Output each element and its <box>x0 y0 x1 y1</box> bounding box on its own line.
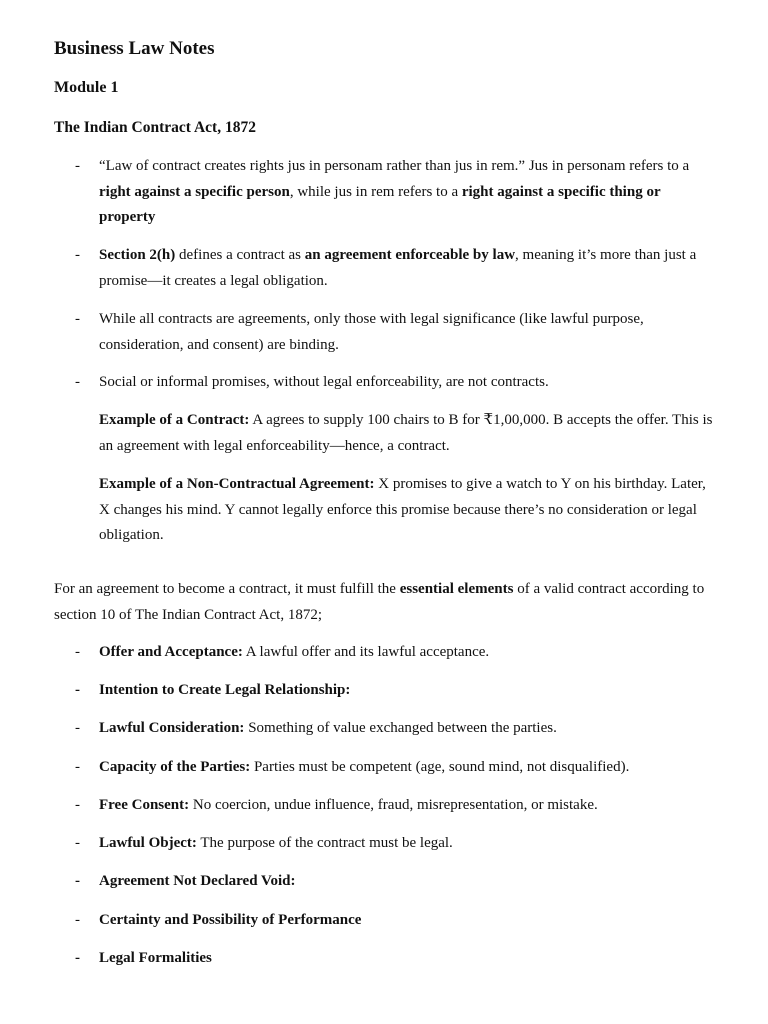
bullet-text: Intention to Create Legal Relationship: <box>99 682 351 698</box>
bullet-text: Social or informal promises, without legal enforceability, are not contracts. <box>99 374 549 390</box>
bullet-dash: - <box>75 374 80 390</box>
example-contract: Example of a Contract: A agrees to supply 100 chairs to B for ₹1,00,000. B accepts the offer. This is an agreement with legal enforceability—hence, a contract. <box>99 412 713 454</box>
bullet-dash: - <box>75 720 80 736</box>
bullet-text: Offer and Acceptance: A lawful offer and its lawful acceptance. <box>99 644 490 660</box>
essentials-intro: For an agreement to become a contract, it must fulfill the essential elements of a valid contract according to section 10 of The Indian Contract Act, 1872; <box>54 581 705 623</box>
bullet-text: Section 2(h) defines a contract as an agreement enforceable by law, meaning it’s more than just a promise—it creates a legal obligation. <box>99 247 697 289</box>
bullet-text: While all contracts are agreements, only those with legal significance (like lawful purpose, consideration, and consent) are binding. <box>99 311 644 353</box>
bullet-dash: - <box>75 759 80 775</box>
document-title: Business Law Notes <box>54 38 215 59</box>
bullet-dash: - <box>75 311 80 327</box>
bullet-dash: - <box>75 950 80 966</box>
module-heading: Module 1 <box>54 79 119 96</box>
bullet-text: Free Consent: No coercion, undue influence, fraud, misrepresentation, or mistake. <box>99 797 598 813</box>
bullet-text: Agreement Not Declared Void: <box>99 873 296 889</box>
bullet-text: Capacity of the Parties: Parties must be competent (age, sound mind, not disqualified). <box>99 759 630 775</box>
bullet-dash: - <box>75 835 80 851</box>
bullet-text: Certainty and Possibility of Performance <box>99 912 362 928</box>
bullet-dash: - <box>75 158 80 174</box>
bullet-text: Legal Formalities <box>99 950 212 966</box>
bullet-text: “Law of contract creates rights jus in personam rather than jus in rem.” Jus in personam refers to a right against a specific person, while jus in rem refers to a right against a specific thing or property <box>99 158 690 225</box>
bullet-dash: - <box>75 873 80 889</box>
example-non-contractual: Example of a Non-Contractual Agreement: X promises to give a watch to Y on his birthday. Later, X changes his mind. Y cannot legally enforce this promise because there’s no consideration or legal obligation. <box>99 476 706 543</box>
bullet-dash: - <box>75 682 80 698</box>
bullet-dash: - <box>75 797 80 813</box>
bullet-dash: - <box>75 912 80 928</box>
bullet-text: Lawful Consideration: Something of value exchanged between the parties. <box>99 720 557 736</box>
bullet-dash: - <box>75 644 80 660</box>
bullet-dash: - <box>75 247 80 263</box>
bullet-text: Lawful Object: The purpose of the contract must be legal. <box>99 835 453 851</box>
act-heading: The Indian Contract Act, 1872 <box>54 119 256 136</box>
